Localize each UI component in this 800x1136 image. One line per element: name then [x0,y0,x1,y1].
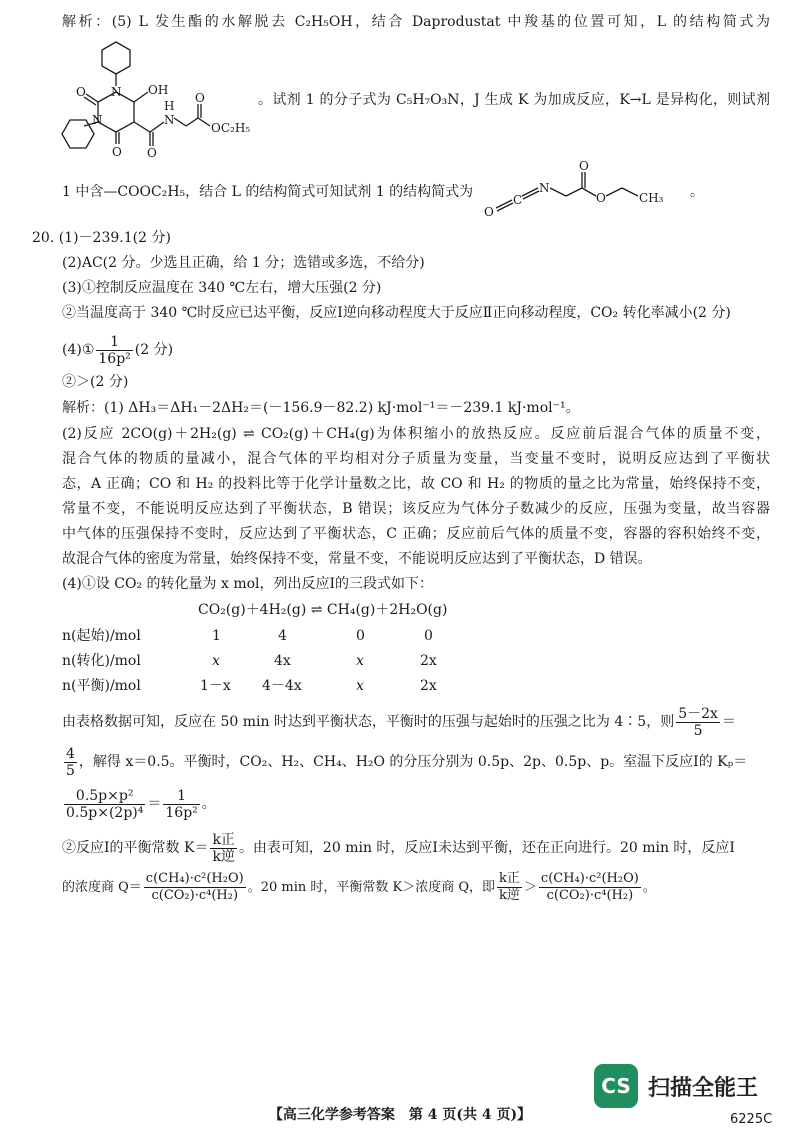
explanation-4-line-3: $\frac{\text{0.5p×p²}}{\text{0.5p×(2p)⁴}}$ ＝ $\frac{1}{\text{16p²}}$ 。 [66,787,216,821]
explanation-4-intro: (4)①设 CO₂ 的转化量为 x mol，列出反应Ⅰ的三段式如下： [62,576,434,592]
svg-text:O: O [195,91,205,105]
camscanner-logo-icon: CS [594,1064,638,1108]
answer-20-4-2: ②＞(2 分) [62,374,129,390]
explanation-2-line-1: (2)反应 2CO(g)＋2H₂(g) ⇌ CO₂(g)＋CH₄(g)为体积缩小的放热反应。反应前后混合气体的质量不变， [62,426,770,442]
answer-20-3-2: ②当温度高于 340 ℃时反应已达平衡，反应Ⅰ逆向移动程度大于反应Ⅱ正向移动程度，CO₂ 转化率减小(2 分) [62,305,731,321]
answer-20-3-1: (3)①控制反应温度在 340 ℃左右，增大压强(2 分) [62,280,382,296]
answer-20-4-1: (4)① $\frac{1}{\text{16p²}}$ (2 分) [62,333,174,367]
svg-text:H: H [164,99,175,113]
explanation-2-line-6: 故混合气体的密度为常量，始终保持不变，常量不变，不能说明反应达到了平衡状态，D 错误。 [62,551,652,567]
structure-L-image [56,34,252,162]
table-row: n(起始)/mol 1 4 0 0 [62,628,433,644]
fraction-answer: $\frac{1}{\text{16p²}}$ [98,333,131,367]
svg-text:O: O [112,145,122,159]
svg-text:OC₂H₅: OC₂H₅ [211,121,251,135]
table-row: n(平衡)/mol 1－x 4－4x x 2x [62,678,437,694]
svg-text:O: O [484,205,494,219]
analysis-line-3: 1 中含—COOC₂H₅，结合 L 的结构简式可知试剂 1 的结构简式为 [62,184,474,200]
svg-text:O: O [596,191,606,205]
svg-text:OH: OH [148,83,169,97]
explanation-2-line-5: 中气体的压强保持不变时，反应达到了平衡状态，C 正确；反应前后气体的质量不变，容器的容积始终不变， [62,526,770,542]
svg-text:CH₃: CH₃ [639,191,664,205]
svg-text:O: O [147,146,157,160]
svg-text:C: C [513,193,523,207]
svg-text:N: N [539,181,550,195]
svg-text:O: O [579,160,589,173]
analysis-line-3-end: 。 [690,184,704,200]
explanation-1: 解析：(1) ΔH₃＝ΔH₁－2ΔH₂＝(－156.9－82.2) kJ·mol⁻¹＝－239.1 kJ·mol⁻¹。 [62,400,580,416]
watermark-brand-text: 扫描全能王 [648,1075,759,1101]
explanation-2-line-4: 常量不变，不能说明反应达到了平衡状态，B 错误；该反应为气体分子数减少的反应，压强为变量，故当容器 [62,501,770,517]
explanation-4-line-2: $\frac{4}{5}$ ，解得 x＝0.5。平衡时，CO₂、H₂、CH₄、H₂O 的分压分别为 0.5p、2p、0.5p、p。室温下反应Ⅰ的 Kₚ＝ [66,745,748,779]
explanation-5-line-2: 的浓度商 Q＝ $\frac{\text{c(CH₄)·c²(H₂O)}}{\text{c(CO₂)·c⁴(H₂)}}$ 。20 min 时，平衡常数 K＞浓度商 Q，即 $\frac{\text{k正}}{\text{k逆}}$ ＞ $\frac{\text{c(CH₄)·c²(H₂O)}}{\text{c(CO₂)·c⁴(H₂)}}$ 。 [62,871,656,903]
explanation-2-line-3: 态，A 正确；CO 和 H₂ 的投料比等于化学计量数之比，故 CO 和 H₂ 的物质的量之比为常量，始终保持不变， [62,476,770,492]
scanner-watermark [594,1064,758,1108]
page-footer: 【高三化学参考答案 第 4 页(共 4 页)】 [268,1107,532,1123]
svg-text:N: N [164,113,175,127]
svg-text:N: N [111,85,122,99]
reaction-equation: CO₂(g)＋4H₂(g) ⇌ CH₄(g)＋2H₂O(g) [198,602,448,618]
paper-code: 6225C [730,1112,773,1127]
explanation-4-line-1: 由表格数据可知，反应在 50 min 时达到平衡状态，平衡时的压强与起始时的压强之比为 4∶5，则 $\frac{5-2x}{5}$ ＝ [62,705,736,739]
structure-reagent-image [482,160,712,222]
analysis-line-1: 解析：(5) L 发生酯的水解脱去 C₂H₅OH，结合 Daprodustat 中羧基的位置可知，L 的结构简式为 [62,14,770,30]
explanation-5-line-1: ②反应Ⅰ的平衡常数 K＝ $\frac{\text{k正}}{\text{k逆}}$ 。由表可知，20 min 时，反应Ⅰ未达到平衡，还在正向进行。20 min 时，反应Ⅰ [62,831,735,865]
explanation-2-line-2: 混合气体的物质的量减小，混合气体的平均相对分子质量为变量，当变量不变时，说明反应达到了平衡状 [62,451,770,467]
table-row: n(转化)/mol x 4x x 2x [62,653,437,669]
svg-text:N: N [92,113,103,127]
answer-20-2: (2)AC(2 分。少选且正确，给 1 分；选错或多选，不给分) [62,255,425,271]
svg-text:O: O [76,85,86,99]
answer-20-1: 20. (1)－239.1(2 分) [32,230,171,246]
analysis-line-2: 。试剂 1 的分子式为 C₅H₇O₃N，J 生成 K 为加成反应，K→L 是异构化，则试剂 [258,92,770,108]
